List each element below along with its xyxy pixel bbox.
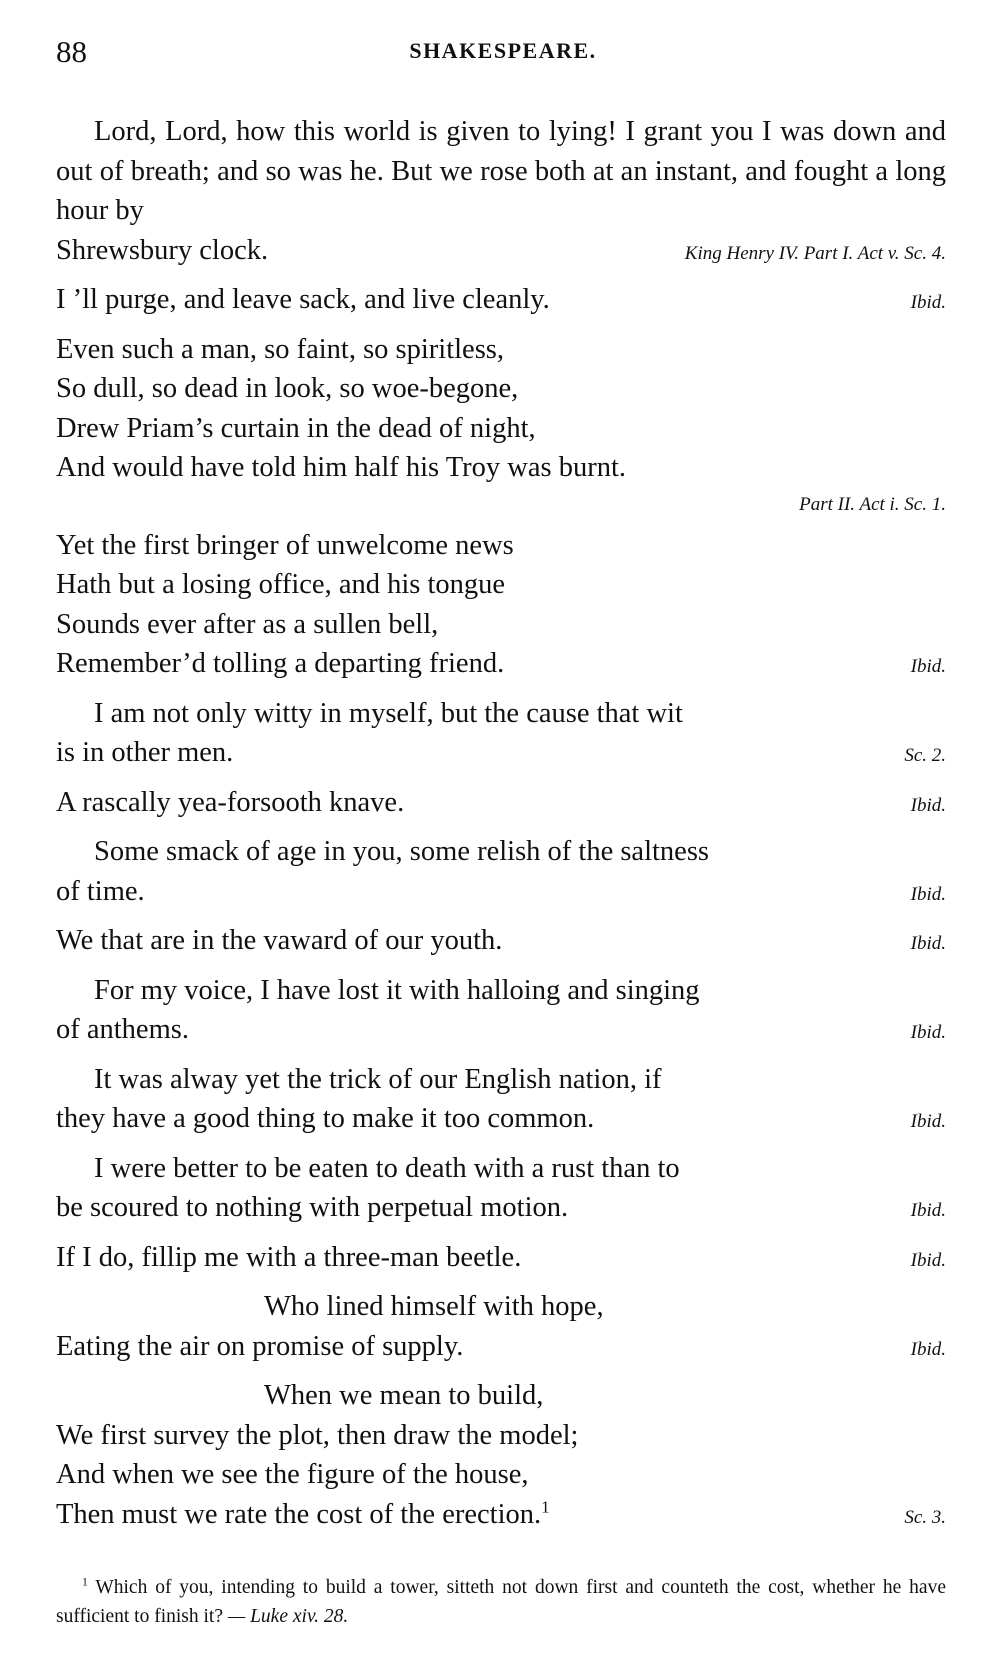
footnote-text: Which of you, intending to build a tower, sitteth not down first and counteth the cost, whether he have sufficient to finish it? bbox=[56, 1577, 946, 1627]
quote-source: Ibid. bbox=[910, 656, 946, 677]
quote-beetle bbox=[56, 1238, 946, 1281]
verse-line: Then must we rate the cost of the erection.$^1$ bbox=[56, 1497, 550, 1530]
quote-source: Sc. 3. bbox=[904, 1506, 946, 1528]
quote-source: Ibid. bbox=[910, 1022, 946, 1043]
page-number: 88 bbox=[56, 34, 87, 69]
quote-source: Ibid. bbox=[910, 1249, 946, 1271]
verse-line: And when we see the figure of the house, bbox=[56, 1459, 529, 1490]
quote-source: Ibid. bbox=[910, 933, 946, 954]
quote-witty bbox=[56, 694, 946, 776]
quote-build bbox=[56, 1376, 946, 1537]
footnote-source: — Luke xiv. 28. bbox=[227, 1606, 349, 1627]
quote-last-row bbox=[56, 1010, 946, 1053]
verse-line: And would have told him half his Troy was burnt. bbox=[56, 452, 626, 483]
quote-priam bbox=[56, 330, 946, 519]
footnote bbox=[56, 1573, 946, 1631]
verse-line: When we mean to build, bbox=[264, 1380, 544, 1411]
quote-last-row bbox=[56, 644, 946, 687]
quote-text: I ’ll purge, and leave sack, and live cleanly. bbox=[56, 284, 550, 315]
verse-line: Remember’d tolling a departing friend. bbox=[56, 648, 505, 679]
quote-english-nation bbox=[56, 1060, 946, 1142]
quote-last-row bbox=[56, 872, 946, 915]
quote-purge bbox=[56, 280, 946, 323]
verse-line: We first survey the plot, then draw the model; bbox=[56, 1419, 579, 1451]
page-body bbox=[56, 112, 946, 1544]
quote-last-row bbox=[56, 733, 946, 776]
quote-last-row bbox=[56, 231, 946, 274]
quote-source: Ibid. bbox=[910, 794, 946, 816]
quote-source: Sc. 2. bbox=[904, 745, 946, 766]
quote-hope bbox=[56, 1287, 946, 1369]
quote-source: Ibid. bbox=[910, 883, 946, 905]
quote-line: be scoured to nothing with perpetual motion. bbox=[56, 1192, 569, 1223]
quote-knave bbox=[56, 783, 946, 826]
quote-line: they have a good thing to make it too common. bbox=[56, 1103, 595, 1134]
quote-text: A rascally yea-forsooth knave. bbox=[56, 786, 405, 818]
running-head: SHAKESPEARE. bbox=[409, 38, 597, 63]
quote-line: I were better to be eaten to death with a rust than to bbox=[94, 1152, 680, 1184]
quote-line: is in other men. bbox=[56, 737, 234, 768]
verse-line: Who lined himself with hope, bbox=[264, 1291, 604, 1322]
footnote-reference[interactable]: 1 bbox=[541, 1497, 550, 1516]
quote-text: We that are in the vaward of our youth. bbox=[56, 925, 503, 956]
quote-line: It was alway yet the trick of our English nation, if bbox=[94, 1063, 662, 1095]
quote-rust bbox=[56, 1149, 946, 1231]
verse-line: So dull, so dead in look, so woe-begone, bbox=[56, 373, 519, 404]
quote-line: Shrewsbury clock. bbox=[56, 234, 269, 266]
verse-line: Eating the air on promise of supply. bbox=[56, 1330, 464, 1362]
verse-line: Yet the first bringer of unwelcome news bbox=[56, 529, 514, 561]
quote-line: we rose both at an instant, and fought a long hour by bbox=[56, 155, 946, 226]
quote-line: Some smack of age in you, some relish of the saltness bbox=[94, 836, 710, 867]
footnote-marker: 1 bbox=[82, 1575, 88, 1589]
verse-line: Even such a man, so faint, so spiritless, bbox=[56, 333, 505, 365]
quote-bringer bbox=[56, 526, 946, 687]
verse-line: Hath but a losing office, and his tongue bbox=[56, 569, 506, 600]
quote-line: of time. bbox=[56, 875, 145, 907]
quote-line: I am not only witty in myself, but the cause that wit bbox=[94, 697, 683, 729]
quote-lying bbox=[56, 112, 946, 273]
page-header bbox=[56, 34, 950, 74]
quote-line: you I was down and out of breath; and so was he. But bbox=[56, 116, 947, 187]
quote-source: Part II. Act i. Sc. 1. bbox=[799, 493, 946, 515]
quote-anthems bbox=[56, 971, 946, 1053]
quote-line: For my voice, I have lost it with halloing and singing bbox=[94, 974, 700, 1006]
quote-last-row bbox=[56, 1327, 946, 1370]
quote-source: Ibid. bbox=[910, 1111, 946, 1132]
verse-line: Drew Priam’s curtain in the dead of night, bbox=[56, 412, 536, 444]
quote-last-row bbox=[56, 1188, 946, 1231]
verse-line: Sounds ever after as a sullen bell, bbox=[56, 608, 439, 640]
quote-last-row bbox=[56, 1495, 946, 1538]
quote-vaward bbox=[56, 921, 946, 964]
quote-source: Ibid. bbox=[910, 1200, 946, 1221]
quote-line: of anthems. bbox=[56, 1014, 189, 1045]
quote-last-row bbox=[56, 1099, 946, 1142]
quote-text: If I do, fillip me with a three-man beetle. bbox=[56, 1241, 522, 1273]
quote-line: Lord, Lord, how this world is given to lying! I grant bbox=[94, 116, 703, 147]
quote-source: Ibid. bbox=[910, 1338, 946, 1360]
quote-source: Ibid. bbox=[910, 292, 946, 313]
quote-source: King Henry IV. Part I. Act v. Sc. 4. bbox=[684, 242, 946, 264]
quote-saltness bbox=[56, 832, 946, 914]
